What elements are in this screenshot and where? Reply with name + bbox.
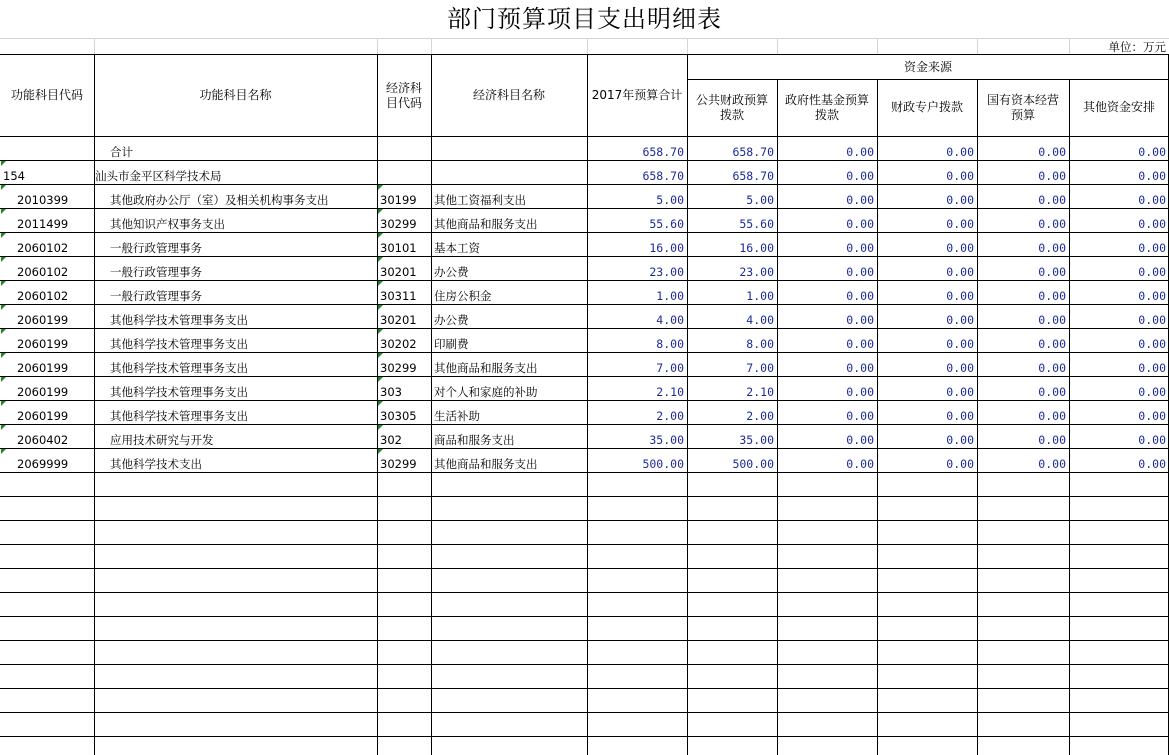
public-finance-cell: 7.00 (746, 361, 774, 375)
grid-line (0, 184, 1169, 185)
other-fund-cell: 0.00 (1138, 457, 1166, 471)
func-name-cell: 其他知识产权事务支出 (110, 217, 225, 231)
special-cell: 0.00 (946, 241, 974, 255)
public-finance-cell: 658.70 (732, 145, 774, 159)
gov-fund-cell: 0.00 (846, 193, 874, 207)
cell-indicator-icon (1, 233, 6, 238)
grid-line (94, 38, 95, 55)
budget-total-cell: 8.00 (656, 337, 684, 351)
cell-indicator-icon (1, 305, 6, 310)
other-fund-cell: 0.00 (1138, 313, 1166, 327)
func-name-cell: 一般行政管理事务 (110, 241, 202, 255)
grid-line (587, 136, 588, 755)
grid-line (877, 38, 878, 55)
other-fund-cell: 0.00 (1138, 361, 1166, 375)
grid-line (977, 79, 978, 136)
gov-fund-cell: 0.00 (846, 241, 874, 255)
gov-fund-cell: 0.00 (846, 433, 874, 447)
budget-total-cell: 658.70 (642, 145, 684, 159)
func-code-cell: 2060402 (17, 433, 69, 447)
econ-name-cell: 其他商品和服务支出 (434, 361, 538, 375)
special-cell: 0.00 (946, 289, 974, 303)
econ-code-cell: 30299 (380, 217, 417, 231)
cell-indicator-icon (378, 353, 383, 358)
grid-line (0, 38, 1169, 39)
grid-line (1069, 38, 1070, 55)
func-code-cell: 2010399 (17, 193, 69, 207)
cell-indicator-icon (1, 425, 6, 430)
func-code-cell: 2060199 (17, 409, 69, 423)
grid-line (0, 304, 1169, 305)
cell-indicator-icon (378, 401, 383, 406)
gov-fund-cell: 0.00 (846, 265, 874, 279)
budget-total-cell: 500.00 (642, 457, 684, 471)
econ-name-cell (431, 160, 587, 184)
other-fund-cell: 0.00 (1138, 337, 1166, 351)
grid-line (0, 352, 1169, 353)
econ-name-cell: 基本工资 (434, 241, 480, 255)
func-name-cell: 一般行政管理事务 (110, 265, 202, 279)
public-finance-cell: 5.00 (746, 193, 774, 207)
special-cell: 0.00 (946, 361, 974, 375)
grid-line (777, 136, 778, 755)
func-code-cell: 2060199 (17, 385, 69, 399)
grid-line (977, 136, 978, 755)
public-finance-cell: 1.00 (746, 289, 774, 303)
cell-indicator-icon (378, 305, 383, 310)
state-capital-cell: 0.00 (1038, 241, 1066, 255)
grid-line (777, 79, 778, 136)
grid-line (0, 400, 1169, 401)
func-code-cell: 2060102 (17, 241, 69, 255)
grid-line (687, 136, 688, 755)
grid-line (0, 496, 1169, 497)
func-name-cell: 其他政府办公厅（室）及相关机构事务支出 (110, 193, 329, 207)
budget-total-cell: 5.00 (656, 193, 684, 207)
func-code-cell: 2060199 (17, 361, 69, 375)
public-finance-cell: 23.00 (739, 265, 774, 279)
econ-code-cell (377, 136, 431, 160)
func-name-cell: 其他科学技术管理事务支出 (110, 337, 248, 351)
cell-indicator-icon (1, 401, 6, 406)
econ-name-cell: 其他工资福利支出 (434, 193, 526, 207)
header-gov-fund: 政府性基金预算 拨款 (784, 92, 869, 122)
state-capital-cell: 0.00 (1038, 193, 1066, 207)
public-finance-cell: 2.10 (746, 385, 774, 399)
econ-code-cell (377, 160, 431, 184)
budget-total-cell: 7.00 (656, 361, 684, 375)
grid-line (0, 592, 1169, 593)
grid-line (687, 38, 688, 55)
econ-name-cell: 办公费 (434, 313, 469, 327)
cell-indicator-icon (1, 185, 6, 190)
grid-line (977, 38, 978, 55)
header-econ-code: 经济科 目代码 (385, 80, 422, 110)
econ-name-cell: 对个人和家庭的补助 (434, 385, 538, 399)
public-finance-cell: 4.00 (746, 313, 774, 327)
cell-indicator-icon (1, 449, 6, 454)
econ-code-cell: 30201 (380, 313, 417, 327)
state-capital-cell: 0.00 (1038, 433, 1066, 447)
func-name-cell: 合计 (110, 145, 133, 159)
grid-line (0, 160, 1169, 161)
econ-name-cell: 其他商品和服务支出 (434, 457, 538, 471)
other-fund-cell: 0.00 (1138, 409, 1166, 423)
econ-code-cell: 303 (380, 385, 402, 399)
other-fund-cell: 0.00 (1138, 145, 1166, 159)
budget-total-cell: 2.10 (656, 385, 684, 399)
grid-line (0, 712, 1169, 713)
gov-fund-cell: 0.00 (846, 313, 874, 327)
other-fund-cell: 0.00 (1138, 193, 1166, 207)
grid-line (377, 136, 378, 755)
econ-code-cell: 30305 (380, 409, 417, 423)
func-name-cell: 应用技术研究与开发 (110, 433, 214, 447)
gov-fund-cell: 0.00 (846, 169, 874, 183)
func-code-cell: 2060102 (17, 289, 69, 303)
page-title: 部门预算项目支出明细表 (447, 5, 722, 33)
func-name-cell: 其他科学技术管理事务支出 (110, 385, 248, 399)
func-code-cell: 2060102 (17, 265, 69, 279)
public-finance-cell: 35.00 (739, 433, 774, 447)
header-econ-name: 经济科目名称 (472, 88, 545, 102)
grid-line (0, 256, 1169, 257)
special-cell: 0.00 (946, 169, 974, 183)
grid-line (0, 208, 1169, 209)
econ-code-cell: 30299 (380, 457, 417, 471)
cell-indicator-icon (1, 281, 6, 286)
special-cell: 0.00 (946, 193, 974, 207)
cell-indicator-icon (378, 329, 383, 334)
state-capital-cell: 0.00 (1038, 313, 1066, 327)
special-cell: 0.00 (946, 217, 974, 231)
cell-indicator-icon (378, 209, 383, 214)
special-cell: 0.00 (946, 145, 974, 159)
grid-line (0, 544, 1169, 545)
state-capital-cell: 0.00 (1038, 385, 1066, 399)
func-name-cell: 其他科学技术管理事务支出 (110, 313, 248, 327)
econ-name-cell: 商品和服务支出 (434, 433, 515, 447)
grid-line (0, 136, 1169, 137)
grid-line (0, 280, 1169, 281)
grid-line (377, 38, 378, 55)
budget-total-cell: 2.00 (656, 409, 684, 423)
grid-line (431, 54, 432, 136)
other-fund-cell: 0.00 (1138, 169, 1166, 183)
cell-indicator-icon (1, 257, 6, 262)
econ-name-cell: 其他商品和服务支出 (434, 217, 538, 231)
func-name-cell: 汕头市金平区科学技术局 (95, 169, 222, 183)
grid-line (587, 54, 588, 136)
special-cell: 0.00 (946, 409, 974, 423)
state-capital-cell: 0.00 (1038, 457, 1066, 471)
public-finance-cell: 500.00 (732, 457, 774, 471)
cell-indicator-icon (378, 185, 383, 190)
header-other: 其他资金安排 (1082, 100, 1155, 114)
special-cell: 0.00 (946, 265, 974, 279)
grid-line (0, 688, 1169, 689)
gov-fund-cell: 0.00 (846, 289, 874, 303)
gov-fund-cell: 0.00 (846, 457, 874, 471)
budget-total-cell: 55.60 (649, 217, 684, 231)
other-fund-cell: 0.00 (1138, 433, 1166, 447)
grid-line (0, 424, 1169, 425)
econ-code-cell: 30299 (380, 361, 417, 375)
state-capital-cell: 0.00 (1038, 145, 1066, 159)
cell-indicator-icon (378, 449, 383, 454)
header-special: 财政专户拨款 (890, 100, 963, 114)
func-name-cell: 其他科学技术支出 (110, 457, 202, 471)
public-finance-cell: 16.00 (739, 241, 774, 255)
func-name-cell: 其他科学技术管理事务支出 (110, 361, 248, 375)
header-func-name: 功能科目名称 (199, 88, 272, 102)
special-cell: 0.00 (946, 457, 974, 471)
grid-line (587, 38, 588, 55)
grid-line (0, 616, 1169, 617)
grid-line (877, 79, 878, 136)
econ-name-cell: 生活补助 (434, 409, 480, 423)
gov-fund-cell: 0.00 (846, 145, 874, 159)
public-finance-cell: 658.70 (732, 169, 774, 183)
budget-total-cell: 658.70 (642, 169, 684, 183)
state-capital-cell: 0.00 (1038, 337, 1066, 351)
header-budget-total: 2017年预算合计 (591, 88, 683, 102)
cell-indicator-icon (378, 233, 383, 238)
cell-indicator-icon (378, 257, 383, 262)
cell-indicator-icon (378, 425, 383, 430)
state-capital-cell: 0.00 (1038, 409, 1066, 423)
cell-indicator-icon (378, 377, 383, 382)
budget-total-cell: 1.00 (656, 289, 684, 303)
state-capital-cell: 0.00 (1038, 361, 1066, 375)
func-code-cell: 2069999 (17, 457, 69, 471)
grid-line (94, 54, 95, 136)
grid-line (0, 664, 1169, 665)
gov-fund-cell: 0.00 (846, 361, 874, 375)
grid-line (431, 38, 432, 55)
grid-line (1069, 79, 1070, 136)
econ-name-cell: 印刷费 (434, 337, 469, 351)
grid-line (877, 136, 878, 755)
econ-code-cell: 30311 (380, 289, 417, 303)
grid-line (0, 568, 1169, 569)
grid-line (377, 54, 378, 136)
grid-line (0, 328, 1169, 329)
grid-line (0, 54, 1169, 55)
econ-name-cell: 住房公积金 (434, 289, 492, 303)
grid-line (431, 136, 432, 755)
grid-line (0, 232, 1169, 233)
budget-total-cell: 23.00 (649, 265, 684, 279)
grid-line (687, 54, 688, 136)
func-code-cell (0, 136, 94, 160)
public-finance-cell: 55.60 (739, 217, 774, 231)
budget-total-cell: 35.00 (649, 433, 684, 447)
header-public-finance: 公共财政预算 拨款 (695, 92, 768, 122)
func-code-cell: 2060199 (17, 337, 69, 351)
func-name-cell: 一般行政管理事务 (110, 289, 202, 303)
grid-line (94, 136, 95, 755)
gov-fund-cell: 0.00 (846, 217, 874, 231)
func-code-cell: 2011499 (17, 217, 69, 231)
gov-fund-cell: 0.00 (846, 409, 874, 423)
econ-code-cell: 30202 (380, 337, 417, 351)
state-capital-cell: 0.00 (1038, 265, 1066, 279)
header-func-code: 功能科目代码 (10, 88, 83, 102)
econ-code-cell: 30101 (380, 241, 417, 255)
grid-line (0, 640, 1169, 641)
grid-line (0, 520, 1169, 521)
econ-name-cell: 办公费 (434, 265, 469, 279)
gov-fund-cell: 0.00 (846, 385, 874, 399)
other-fund-cell: 0.00 (1138, 289, 1166, 303)
grid-line (1069, 136, 1070, 755)
other-fund-cell: 0.00 (1138, 385, 1166, 399)
public-finance-cell: 2.00 (746, 409, 774, 423)
cell-indicator-icon (1, 209, 6, 214)
header-state-capital: 国有资本经营 预算 (986, 92, 1059, 122)
cell-indicator-icon (1, 161, 6, 166)
other-fund-cell: 0.00 (1138, 217, 1166, 231)
cell-indicator-icon (1, 329, 6, 334)
cell-indicator-icon (1, 353, 6, 358)
func-name-cell: 其他科学技术管理事务支出 (110, 409, 248, 423)
unit-label: 单位：万元 (1108, 40, 1166, 54)
gov-fund-cell: 0.00 (846, 337, 874, 351)
other-fund-cell: 0.00 (1138, 241, 1166, 255)
func-code-cell: 2060199 (17, 313, 69, 327)
budget-total-cell: 16.00 (649, 241, 684, 255)
econ-code-cell: 302 (380, 433, 402, 447)
grid-line (0, 448, 1169, 449)
special-cell: 0.00 (946, 433, 974, 447)
econ-name-cell (431, 136, 587, 160)
econ-code-cell: 30199 (380, 193, 417, 207)
budget-total-cell: 4.00 (656, 313, 684, 327)
grid-line (687, 79, 1169, 80)
grid-line (0, 376, 1169, 377)
grid-line (0, 736, 1169, 737)
special-cell: 0.00 (946, 313, 974, 327)
public-finance-cell: 8.00 (746, 337, 774, 351)
func-code-cell: 154 (3, 169, 25, 183)
cell-indicator-icon (378, 281, 383, 286)
special-cell: 0.00 (946, 385, 974, 399)
grid-line (0, 472, 1169, 473)
state-capital-cell: 0.00 (1038, 169, 1066, 183)
econ-code-cell: 30201 (380, 265, 417, 279)
header-fund-source: 资金来源 (903, 59, 952, 74)
other-fund-cell: 0.00 (1138, 265, 1166, 279)
grid-line (777, 38, 778, 55)
state-capital-cell: 0.00 (1038, 217, 1066, 231)
state-capital-cell: 0.00 (1038, 289, 1066, 303)
cell-indicator-icon (1, 377, 6, 382)
special-cell: 0.00 (946, 337, 974, 351)
